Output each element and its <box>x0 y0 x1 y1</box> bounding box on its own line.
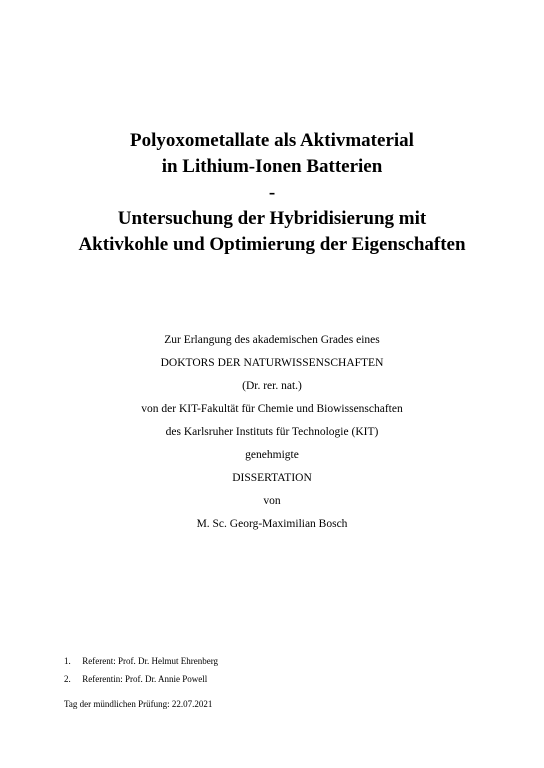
approved-label: genehmigte <box>245 449 299 461</box>
degree-abbreviation: (Dr. rer. nat.) <box>242 380 302 392</box>
referee-text: Referent: Prof. Dr. Helmut Ehrenberg <box>82 656 219 666</box>
referee-item <box>64 652 504 670</box>
title-line-2: in Lithium-Ionen Batterien <box>161 156 383 177</box>
author-name: M. Sc. Georg-Maximilian Bosch <box>196 518 348 530</box>
faculty: von der KIT-Fakultät für Chemie und Biowissenschaften <box>141 403 403 415</box>
institution: des Karlsruher Instituts für Technologie (KIT) <box>165 426 379 438</box>
referee-number: 2. <box>64 674 71 684</box>
by-label: von <box>263 495 281 507</box>
title-separator: - <box>268 182 276 203</box>
referee-text: Referentin: Prof. Dr. Annie Powell <box>82 674 208 684</box>
title-line-5: Aktivkohle und Optimierung der Eigenschaften <box>78 234 466 255</box>
referee-item <box>64 670 504 688</box>
title-line-1: Polyoxometallate als Aktivmaterial <box>130 130 414 151</box>
oral-exam-date: Tag der mündlichen Prüfung: 22.07.2021 <box>64 699 213 709</box>
document-type: DISSERTATION <box>232 472 312 484</box>
degree-purpose: Zur Erlangung des akademischen Grades eines <box>164 334 380 346</box>
referee-list <box>64 652 504 688</box>
degree-statement <box>0 329 544 536</box>
degree-name: DOKTORS DER NATURWISSENSCHAFTEN <box>160 357 384 369</box>
thesis-title <box>0 128 544 258</box>
title-line-4: Untersuchung der Hybridisierung mit <box>117 208 427 229</box>
referee-number: 1. <box>64 656 71 666</box>
